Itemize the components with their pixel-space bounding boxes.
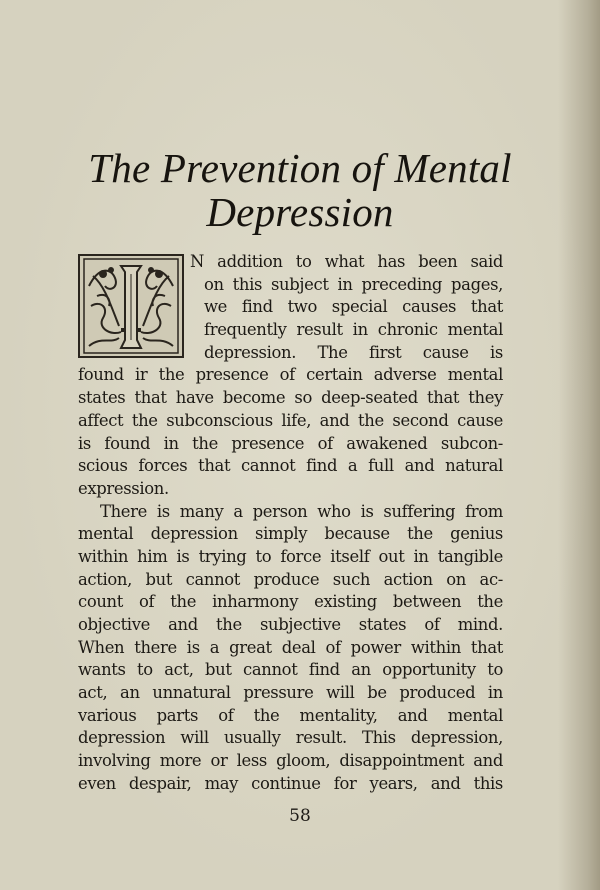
text-line: mental depression simply because the genius: [78, 524, 503, 544]
text-line: on this subject in preceding pages,: [204, 274, 503, 294]
text-line: found ir the presence of certain adverse mental: [78, 365, 503, 385]
text-line: affect the subconscious life, and the second cause: [78, 410, 503, 430]
text-line: expression.: [78, 478, 169, 498]
text-line: objective and the subjective states of mind.: [78, 615, 503, 634]
text-line: scious forces that cannot find a full and natural: [78, 456, 503, 476]
text-line: frequently result in chronic mental: [204, 320, 503, 340]
text-line: states that have become so deep-seated that they: [78, 388, 503, 408]
text-line: depression will usually result. This depression,: [78, 728, 503, 748]
text-line: action, but cannot produce such action on ac-: [78, 569, 503, 589]
text-line: N addition to what has been said: [190, 252, 503, 271]
chapter-title-line-2: Depression: [206, 189, 394, 235]
text-line: even despair, may continue for years, and this: [78, 773, 503, 793]
text-line: There is many a person who is suffering from: [100, 501, 503, 521]
text-line: When there is a great deal of power within that: [78, 637, 503, 657]
text-line: count of the inharmony existing between the: [78, 592, 503, 612]
text-line: wants to act, but cannot find an opportunity to: [78, 660, 503, 680]
text-line: within him is trying to force itself out in tangible: [78, 546, 503, 566]
page-number: 58: [289, 806, 311, 826]
body-text: [78, 251, 503, 796]
text-line: act, an unnatural pressure will be produced in: [78, 683, 503, 703]
chapter-title: [60, 146, 540, 234]
text-line: involving more or less gloom, disappointment and: [78, 751, 503, 771]
text-line: depression. The first cause is: [204, 342, 503, 362]
chapter-title-line-1: The Prevention of Mental: [88, 145, 512, 191]
text-line: is found in the presence of awakened subcon-: [78, 433, 503, 453]
text-line: we find two special causes that: [204, 297, 503, 317]
text-line: various parts of the mentality, and mental: [78, 705, 503, 725]
